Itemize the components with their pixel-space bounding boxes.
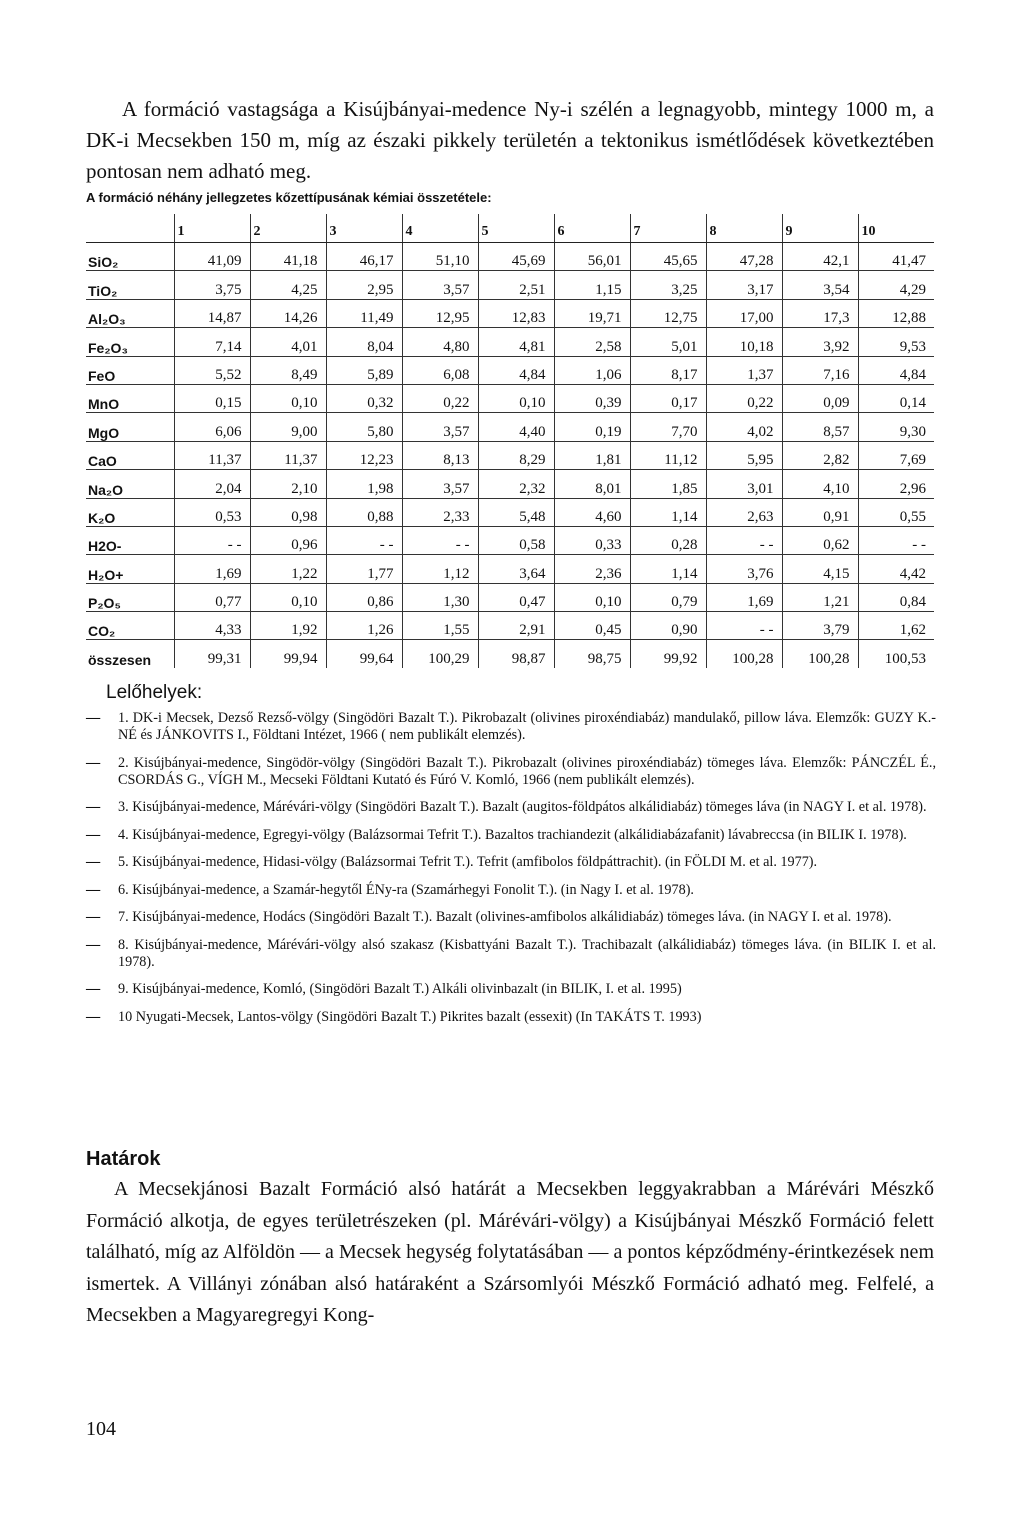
table-row <box>86 384 934 412</box>
table-cell: 8,04 <box>326 328 402 356</box>
row-label: összesen <box>88 651 152 668</box>
column-header: 1 <box>174 214 250 243</box>
column-header: 6 <box>554 214 630 243</box>
table-cell: 3,57 <box>402 470 478 498</box>
locations-title: Lelőhelyek: <box>106 682 203 703</box>
table-cell: 99,94 <box>250 640 326 668</box>
table-cell: 7,69 <box>858 441 934 469</box>
table-row <box>86 612 934 640</box>
location-item <box>86 937 936 971</box>
table-row <box>86 299 934 327</box>
table-cell: 8,29 <box>478 441 554 469</box>
location-item <box>86 755 936 789</box>
locations-list <box>86 710 936 1036</box>
table-cell: 8,13 <box>402 441 478 469</box>
table-cell: 3,57 <box>402 413 478 441</box>
table-cell: 1,21 <box>782 583 858 611</box>
table-row <box>86 441 934 469</box>
location-item <box>86 710 936 744</box>
table-cell: 2,51 <box>478 271 554 299</box>
table-cell: 4,42 <box>858 555 934 583</box>
table-cell: 1,14 <box>630 498 706 526</box>
column-header: 4 <box>402 214 478 243</box>
table-cell: 0,10 <box>554 583 630 611</box>
row-label: Na₂O <box>86 470 174 498</box>
table-cell: 10,18 <box>706 328 782 356</box>
table-row <box>86 498 934 526</box>
table-row <box>86 243 934 271</box>
table-cell: 1,14 <box>630 555 706 583</box>
table-cell: - - <box>174 526 250 554</box>
table-cell: 2,82 <box>782 441 858 469</box>
table-cell: 0,45 <box>554 612 630 640</box>
location-text: 3. Kisújbányai-medence, Márévári-völgy (Singödöri Bazalt T.). Bazalt (augitos-földpátos alkálidiabáz) tömeges láva (in NAGY I. et al. 1978). <box>118 799 927 815</box>
table-cell: 7,16 <box>782 356 858 384</box>
table-cell: 100,28 <box>706 640 782 668</box>
dash-bullet: — <box>86 909 101 925</box>
row-label: SiO₂ <box>86 243 174 271</box>
table-cell: 0,28 <box>630 526 706 554</box>
table-cell: 1,92 <box>250 612 326 640</box>
table-cell: 9,00 <box>250 413 326 441</box>
column-header: 5 <box>478 214 554 243</box>
table-cell: 2,33 <box>402 498 478 526</box>
table-row <box>86 555 934 583</box>
location-item <box>86 827 936 844</box>
table-cell: 2,36 <box>554 555 630 583</box>
section-paragraph: A Mecsekjánosi Bazalt Formáció alsó határát a Mecsekben leggyakrabban a Márévári Mészkő Formáció alkotja, de egyes területrészeken (pl. Márévári-völgy) a Kisújbányai Mészkő Formáció felett található, míg az Alföldön — a Mecsek hegység folytatásában — a pontos képződmény-érintkezések nem ismertek. A Villányi zónában alsó határaként a Szársomlyói Mészkő Formáció adható meg. Felfelé, a Mecsekben a Magyaregregyi Kong- <box>86 1178 934 1326</box>
row-label: K₂O <box>86 498 174 526</box>
table-cell: 1,06 <box>554 356 630 384</box>
dash-bullet: — <box>86 1008 101 1025</box>
table-cell: 2,63 <box>706 498 782 526</box>
table-cell: 3,92 <box>782 328 858 356</box>
table-cell: 1,30 <box>402 583 478 611</box>
table-cell: 4,33 <box>174 612 250 640</box>
table-cell: 7,14 <box>174 328 250 356</box>
column-header: 10 <box>858 214 934 243</box>
table-cell: 4,15 <box>782 555 858 583</box>
table-cell: 3,76 <box>706 555 782 583</box>
location-text: 2. Kisújbányai-medence, Singödör-völgy (Singödöri Bazalt T.). Pikrobazalt (olivines piroxéndiabáz) tömeges láva. Elemzők: PÁNCZÉL É., CSORDÁS G., VÍGH M., Mecseki Földtani Kutató és Fúró V. Komló, 1966 (nem publikált elemzés). <box>118 754 936 788</box>
table-cell: - - <box>706 612 782 640</box>
table-cell: 3,54 <box>782 271 858 299</box>
table-cell: 14,26 <box>250 299 326 327</box>
table-header-row <box>86 214 934 243</box>
table-cell: 0,62 <box>782 526 858 554</box>
table-cell: 7,70 <box>630 413 706 441</box>
column-header: 3 <box>326 214 402 243</box>
table-cell: 9,53 <box>858 328 934 356</box>
row-label: P₂O₅ <box>86 583 174 611</box>
table-cell: 4,60 <box>554 498 630 526</box>
table-cell: 45,69 <box>478 243 554 271</box>
column-header: 7 <box>630 214 706 243</box>
table-cell: 1,55 <box>402 612 478 640</box>
table-cell: 0,39 <box>554 384 630 412</box>
table-cell: 41,47 <box>858 243 934 271</box>
table-cell: 98,87 <box>478 640 554 668</box>
dash-bullet: — <box>86 854 101 870</box>
table-cell: 4,81 <box>478 328 554 356</box>
table-cell: 2,96 <box>858 470 934 498</box>
table-cell: 0,22 <box>402 384 478 412</box>
table-cell: 0,79 <box>630 583 706 611</box>
location-text: 8. Kisújbányai-medence, Márévári-völgy alsó szakasz (Kisbattyáni Bazalt T.). Trachibazalt (alkálidiabáz) tömeges láva. (in BILIK I. et al. 1978). <box>118 936 936 970</box>
dash-bullet: — <box>86 981 101 997</box>
table-cell: 98,75 <box>554 640 630 668</box>
table-cell: 1,81 <box>554 441 630 469</box>
table-cell: 0,15 <box>174 384 250 412</box>
table-cell: 4,29 <box>858 271 934 299</box>
table-cell: 12,88 <box>858 299 934 327</box>
dash-bullet: — <box>86 936 101 953</box>
table-cell: 5,01 <box>630 328 706 356</box>
intro-paragraph: A formáció vastagsága a Kisújbányai-medence Ny-i szélén a legnagyobb, mintegy 1000 m, a DK-i Mecsekben 150 m, míg az északi pikkely területén a tektonikus ismétlődések következtében pontosan nem adható meg. <box>86 97 934 183</box>
location-text: 6. Kisújbányai-medence, a Szamár-hegytől ÉNy-ra (Szamárhegyi Fonolit T.). (in Nagy I. et al. 1978). <box>118 881 694 898</box>
table-row <box>86 271 934 299</box>
location-item <box>86 1009 936 1026</box>
table-cell: 8,01 <box>554 470 630 498</box>
table-cell: 1,98 <box>326 470 402 498</box>
table-cell: 4,01 <box>250 328 326 356</box>
location-item <box>86 882 936 899</box>
table-cell: 3,25 <box>630 271 706 299</box>
table-cell: 0,32 <box>326 384 402 412</box>
table-cell: 99,64 <box>326 640 402 668</box>
table-cell: 5,48 <box>478 498 554 526</box>
table-cell: 5,95 <box>706 441 782 469</box>
table-cell: 0,17 <box>630 384 706 412</box>
table-cell: 8,49 <box>250 356 326 384</box>
table-cell: 6,06 <box>174 413 250 441</box>
table-cell: 11,12 <box>630 441 706 469</box>
table-cell: 3,17 <box>706 271 782 299</box>
table-cell: 2,91 <box>478 612 554 640</box>
dash-bullet: — <box>86 710 101 726</box>
table-cell: 100,29 <box>402 640 478 668</box>
table-cell: 4,10 <box>782 470 858 498</box>
location-item <box>86 981 936 998</box>
location-text: 10 Nyugati-Mecsek, Lantos-völgy (Singödöri Bazalt T.) Pikrites bazalt (essexit) (In TAKÁTS T. 1993) <box>118 1008 702 1025</box>
location-text: 9. Kisújbányai-medence, Komló, (Singödöri Bazalt T.) Alkáli olivinbazalt (in BILIK, I. et al. 1995) <box>118 981 682 997</box>
table-cell: 0,98 <box>250 498 326 526</box>
table-cell: 45,65 <box>630 243 706 271</box>
table-cell: 1,15 <box>554 271 630 299</box>
row-label: H₂O+ <box>86 555 174 583</box>
table-row <box>86 356 934 384</box>
table-cell: 3,57 <box>402 271 478 299</box>
table-cell: 2,95 <box>326 271 402 299</box>
table-cell: 3,79 <box>782 612 858 640</box>
table-row <box>86 526 934 554</box>
table-cell: 41,18 <box>250 243 326 271</box>
table-cell: 0,88 <box>326 498 402 526</box>
table-cell: 4,84 <box>478 356 554 384</box>
table-cell: 100,53 <box>858 640 934 668</box>
table-cell: 4,80 <box>402 328 478 356</box>
table-cell: 17,3 <box>782 299 858 327</box>
table-cell: 11,37 <box>250 441 326 469</box>
table-row <box>86 640 934 668</box>
table-row <box>86 583 934 611</box>
table-row <box>86 413 934 441</box>
row-label: CO₂ <box>86 612 174 640</box>
row-label: TiO₂ <box>86 271 174 299</box>
dash-bullet: — <box>86 881 101 898</box>
table-cell: 19,71 <box>554 299 630 327</box>
table-cell: 0,91 <box>782 498 858 526</box>
table-cell: 12,83 <box>478 299 554 327</box>
table-cell: 5,52 <box>174 356 250 384</box>
table-cell: 3,75 <box>174 271 250 299</box>
table-cell: 1,85 <box>630 470 706 498</box>
table-cell: - - <box>402 526 478 554</box>
table-cell: 0,10 <box>478 384 554 412</box>
table-cell: 1,37 <box>706 356 782 384</box>
row-label: Al₂O₃ <box>86 299 174 327</box>
table-cell: - - <box>706 526 782 554</box>
table-cell: 0,77 <box>174 583 250 611</box>
table-body <box>86 243 934 668</box>
dash-bullet: — <box>86 754 101 771</box>
row-label: Fe₂O₃ <box>86 328 174 356</box>
row-label: MgO <box>86 413 174 441</box>
location-item <box>86 854 936 871</box>
table-cell: - - <box>326 526 402 554</box>
table-cell: 8,57 <box>782 413 858 441</box>
table-cell: 4,25 <box>250 271 326 299</box>
column-header: 9 <box>782 214 858 243</box>
row-label: FeO <box>86 356 174 384</box>
table-cell: 1,69 <box>706 583 782 611</box>
column-header: 2 <box>250 214 326 243</box>
table-cell: 0,90 <box>630 612 706 640</box>
table-cell: 0,10 <box>250 384 326 412</box>
table-cell: 3,01 <box>706 470 782 498</box>
row-label: CaO <box>86 441 174 469</box>
table-cell: 2,32 <box>478 470 554 498</box>
location-text: 7. Kisújbányai-medence, Hodács (Singödöri Bazalt T.). Bazalt (olivines-amfibolos alkálidiabáz) tömeges láva. (in NAGY I. et al. 1978). <box>118 909 892 925</box>
table-cell: 51,10 <box>402 243 478 271</box>
table-cell: 0,86 <box>326 583 402 611</box>
table-cell: 0,96 <box>250 526 326 554</box>
table-cell: 4,40 <box>478 413 554 441</box>
table-cell: 14,87 <box>174 299 250 327</box>
table-cell: 5,80 <box>326 413 402 441</box>
table-cell: 9,30 <box>858 413 934 441</box>
table-cell: 1,77 <box>326 555 402 583</box>
table-cell: 47,28 <box>706 243 782 271</box>
location-text: 5. Kisújbányai-medence, Hidasi-völgy (Balázsormai Tefrit T.). Tefrit (amfibolos földpáttrachit). (in FÖLDI M. et al. 1977). <box>118 854 818 870</box>
table-cell: 0,58 <box>478 526 554 554</box>
dash-bullet: — <box>86 799 101 815</box>
table-cell: 0,47 <box>478 583 554 611</box>
table-cell: 46,17 <box>326 243 402 271</box>
location-text: 4. Kisújbányai-medence, Egregyi-völgy (Balázsormai Tefrit T.). Bazaltos trachiandezit (alkálidiabázafanit) lávabreccsa (in BILIK I. 1978). <box>118 826 907 843</box>
column-header: 8 <box>706 214 782 243</box>
table-cell: 1,22 <box>250 555 326 583</box>
table-row <box>86 470 934 498</box>
chemical-composition-table <box>86 214 934 668</box>
table-caption: A formáció néhány jellegzetes kőzettípusának kémiai összetétele: <box>86 190 492 205</box>
location-text: 1. DK-i Mecsek, Dezső Rezső-völgy (Singödöri Bazalt T.). Pikrobazalt (olivines piroxéndiabáz) mandulakő, pillow láva. Elemzők: GUZY K.-NÉ és JÁNKOVITS I., Földtani Intézet, 1966 ( nem publikált elemzés). <box>118 710 936 743</box>
table-cell: 5,89 <box>326 356 402 384</box>
table-cell: 1,26 <box>326 612 402 640</box>
table-cell: 41,09 <box>174 243 250 271</box>
table-cell: 0,33 <box>554 526 630 554</box>
table-cell: 0,55 <box>858 498 934 526</box>
table-cell: 99,31 <box>174 640 250 668</box>
table-cell: 11,37 <box>174 441 250 469</box>
table-cell: 2,04 <box>174 470 250 498</box>
table-cell: 0,09 <box>782 384 858 412</box>
table-cell: 1,69 <box>174 555 250 583</box>
table-cell: 3,64 <box>478 555 554 583</box>
table-cell: 56,01 <box>554 243 630 271</box>
table-cell: - - <box>858 526 934 554</box>
table-cell: 4,84 <box>858 356 934 384</box>
table-cell: 2,58 <box>554 328 630 356</box>
table-cell: 12,75 <box>630 299 706 327</box>
table-cell: 99,92 <box>630 640 706 668</box>
table-corner-cell <box>86 214 174 243</box>
table-cell: 0,14 <box>858 384 934 412</box>
table-cell: 1,62 <box>858 612 934 640</box>
table-cell: 2,10 <box>250 470 326 498</box>
table-cell: 0,22 <box>706 384 782 412</box>
table-cell: 100,28 <box>782 640 858 668</box>
table-cell: 1,12 <box>402 555 478 583</box>
table-cell: 12,23 <box>326 441 402 469</box>
table-cell: 0,10 <box>250 583 326 611</box>
table-cell: 4,02 <box>706 413 782 441</box>
row-label: MnO <box>86 384 174 412</box>
table-cell: 0,19 <box>554 413 630 441</box>
table-cell: 8,17 <box>630 356 706 384</box>
page-number: 104 <box>86 1418 116 1440</box>
table-cell: 6,08 <box>402 356 478 384</box>
dash-bullet: — <box>86 826 101 843</box>
table-row <box>86 328 934 356</box>
table-cell: 42,1 <box>782 243 858 271</box>
table-cell: 17,00 <box>706 299 782 327</box>
section-heading: Határok <box>86 1148 161 1170</box>
row-label: H2O- <box>86 526 174 554</box>
table-cell: 12,95 <box>402 299 478 327</box>
location-item <box>86 909 936 926</box>
table-cell: 0,84 <box>858 583 934 611</box>
table-cell: 11,49 <box>326 299 402 327</box>
table-cell: 0,53 <box>174 498 250 526</box>
location-item <box>86 799 936 816</box>
